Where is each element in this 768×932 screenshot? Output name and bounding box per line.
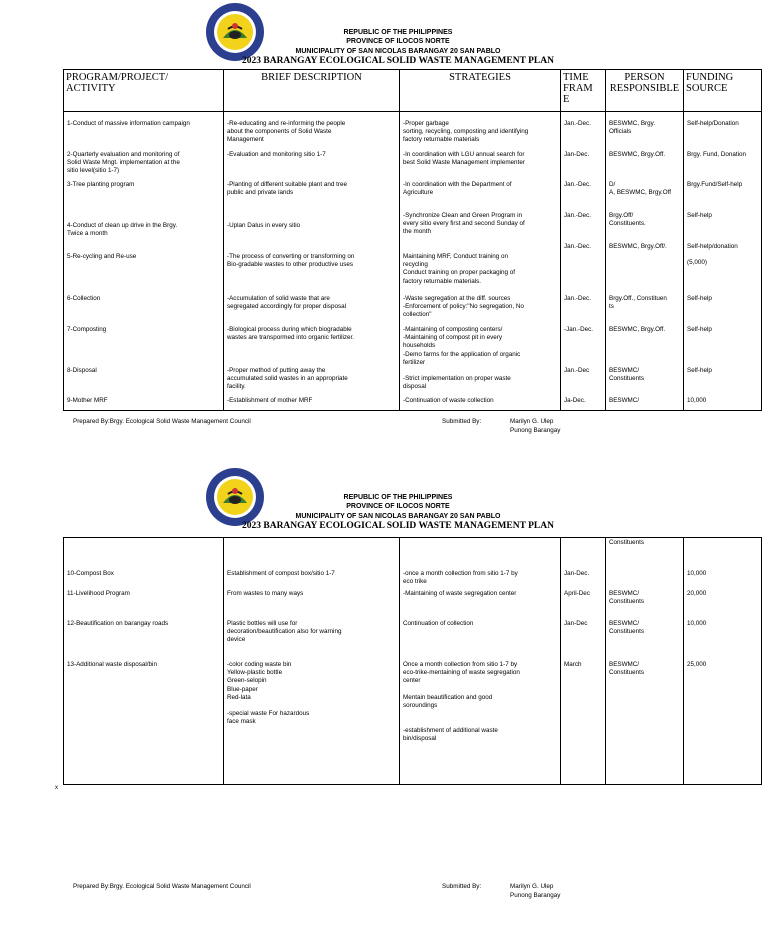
program-item: 2-Quarterly evaluation and monitoring of Solid Waste Mngt. implementation at the sitio level(sitio 1-7) <box>67 151 180 175</box>
description-item: -Establishment of mother MRF <box>227 397 313 404</box>
time-frame-item: Jan.-Dec. <box>564 212 591 219</box>
funding-item: 10,000 <box>687 397 707 404</box>
program-item: 1-Conduct of massive information campaign <box>67 120 190 127</box>
description-item: -Biological process during which biogradable wastes are transpormed into organic fertilizer. <box>227 326 355 342</box>
time-frame-item: March <box>564 661 582 668</box>
description-item: -Accumulation of solid waste that are segregated accordingly for proper disposal <box>227 295 347 311</box>
strategy-item: -Waste segregation at the diff. sources -Enforcement of policy:"No segregation, No collection" <box>403 295 524 319</box>
page-1 <box>0 0 768 450</box>
header-plan-title: 2023 BARANGAY ECOLOGICAL SOLID WASTE MANAGEMENT PLAN <box>242 521 554 531</box>
person-item: BESWMC/ Constituents <box>609 590 645 606</box>
stray-mark: x <box>55 785 58 791</box>
strategy-item: -Synchronize Clean and Green Program in every sitio every first and second Sunday of the month <box>403 212 525 236</box>
funding-item: 10,000 <box>687 620 707 627</box>
header-municipality: MUNICIPALITY OF SAN NICOLAS BARANGAY 20 SAN PABLO <box>295 48 501 55</box>
header-republic: REPUBLIC OF THE PHILIPPINES <box>343 494 453 501</box>
header-plan-title: 2023 BARANGAY ECOLOGICAL SOLID WASTE MANAGEMENT PLAN <box>242 56 554 66</box>
funding-item: Self-help/Donation <box>687 120 739 127</box>
prepared-by: Prepared By:Brgy. Ecological Solid Waste Management Council <box>73 418 251 425</box>
funding-item: 25,000 <box>687 661 707 668</box>
person-item: Constituents <box>609 539 645 546</box>
page-2 <box>0 465 768 932</box>
header-republic: REPUBLIC OF THE PHILIPPINES <box>343 29 453 36</box>
time-frame-item: Jan-Dec. <box>564 570 590 577</box>
funding-source-column <box>684 112 762 411</box>
submitted-by-label: Submitted By: <box>442 883 482 890</box>
program-column <box>64 538 224 785</box>
description-item: -Re-educating and re-informing the people about the components of Solid Waste Management <box>227 120 346 144</box>
funding-item: Self-help <box>687 295 712 302</box>
description-item: Plastic bottles will use for decoration/beautification also for warning device <box>227 620 342 644</box>
program-item: 12-Beautification on barangay roads <box>67 620 169 627</box>
time-frame-item: Jan.-Dec. <box>564 120 591 127</box>
time-frame-item: Jan.-Dec. <box>564 181 591 188</box>
program-item: 9-Mother MRF <box>67 397 108 404</box>
strategies-column <box>400 538 561 785</box>
description-item: -Planting of different suitable plant and tree public and private lands <box>227 181 347 197</box>
program-item: 13-Additional waste disposal/bin <box>67 661 157 668</box>
person-item: D/ A, BESWMC, Brgy.Off <box>609 181 672 197</box>
program-item: 10-Compost Box <box>67 570 114 577</box>
strategy-item: Once a month collection from sitio 1-7 by eco-trike-mentaining of waste segregation center Mentain beautification and good soroundings -establishment of additional waste bin/disposal <box>403 661 520 742</box>
time-frame-item: -Jan.-Dec. <box>564 326 594 333</box>
time-frame-item: Jan-Dec. <box>564 151 590 158</box>
description-item: -The process of converting or transforming on Bio-gradable wastes to other productive uses <box>227 253 355 269</box>
program-item: 4-Conduct of clean up drive in the Brgy. Twice a month <box>67 222 178 238</box>
time-frame-item: Jan-Dec <box>564 620 588 627</box>
program-column <box>64 112 224 411</box>
program-item: 7-Composting <box>67 326 107 333</box>
plan-table-page-2 <box>63 537 762 785</box>
col-header-description: BRIEF DESCRIPTION <box>224 70 400 112</box>
time-frame-item: Ja-Dec. <box>564 397 586 404</box>
time-frame-column <box>561 538 606 785</box>
strategy-item: -Strict implementation on proper waste disposal <box>403 375 511 391</box>
person-item: BESWMC/ Constituents <box>609 620 645 636</box>
funding-item: Self-help/donation (5,000) <box>687 243 738 267</box>
signatory-title: Punong Barangay <box>510 892 561 899</box>
time-frame-item: Jan.-Dec. <box>564 295 591 302</box>
strategy-item: -Proper garbage sorting, recycling, composting and identifying factory returnable materials <box>403 120 529 144</box>
person-item: BESWMC, Brgy.Off. <box>609 151 666 158</box>
funding-item: Self-help <box>687 367 712 374</box>
time-frame-item: Jan.-Dec <box>564 367 590 374</box>
description-column <box>224 112 400 411</box>
person-item: BESWMC, Brgy.Off. <box>609 326 666 333</box>
strategy-item: -Maintaining of waste segregation center <box>403 590 517 597</box>
signatory-title: Punong Barangay <box>510 427 561 434</box>
signatory-name: Marilyn G. Ulep <box>510 883 554 890</box>
person-responsible-column <box>606 538 684 785</box>
description-item: From wastes to many ways <box>227 590 304 597</box>
col-header-time-frame: TIME FRAM E <box>561 70 606 112</box>
description-item: -Proper method of putting away the accumulated solid wastes in an appropriate facility. <box>227 367 348 391</box>
col-header-funding-source: FUNDING SOURCE <box>684 70 762 112</box>
description-item: -Evaluation and monitoring sitio 1-7 <box>227 151 326 158</box>
funding-source-column <box>684 538 762 785</box>
strategy-item: -Maintaining of composting centers/ -Maintaining of compost pit in every households -Demo farms for the application of organic fertilizer <box>403 326 521 366</box>
time-frame-item: April-Dec <box>564 590 590 597</box>
strategy-item: -In coordination with LGU annual search for best Solid Waste Management implementer <box>403 151 525 167</box>
strategy-item: Continuation of collection <box>403 620 474 627</box>
time-frame-item: Jan.-Dec. <box>564 243 591 250</box>
person-item: BESWMC, Brgy.Off/. <box>609 243 667 250</box>
prepared-by: Prepared By:Brgy. Ecological Solid Waste Management Council <box>73 883 251 890</box>
person-item: BESWMC/ Constituents <box>609 661 645 677</box>
program-item: 5-Re-cycling and Re-use <box>67 253 137 260</box>
funding-item: 20,000 <box>687 590 707 597</box>
col-header-program: PROGRAM/PROJECT/ ACTIVITY <box>64 70 224 112</box>
program-item: 6-Collection <box>67 295 101 302</box>
person-item: Brgy.Off., Constituen ts <box>609 295 667 311</box>
program-item: 11-Livelihood Program <box>67 590 130 597</box>
description-item: -color coding waste bin Yellow-plastic bottle Green-selopin Blue-paper Red-lata -special waste For hazardous face mask <box>227 661 310 726</box>
funding-item: Self-help <box>687 326 712 333</box>
person-item: BESWMC/ <box>609 397 640 404</box>
col-header-person-responsible: PERSON RESPONSIBLE <box>606 70 684 112</box>
person-item: BESWMC, Brgy. Officials <box>609 120 656 136</box>
funding-item: 10,000 <box>687 570 707 577</box>
plan-table-page-1 <box>63 69 762 411</box>
strategy-item: -In coordination with the Department of Agriculture <box>403 181 512 197</box>
program-item: 8-Disposal <box>67 367 97 374</box>
col-header-strategies: STRATEGIES <box>400 70 561 112</box>
strategy-item: Maintaining MRF, Conduct training on recycling Conduct training on proper packaging of factory returnable materials. <box>403 253 516 285</box>
description-column <box>224 538 400 785</box>
description-item: Establishment of compost box/sitio 1-7 <box>227 570 335 577</box>
funding-item: Brgy.Fund/Self-help <box>687 181 743 188</box>
header-province: PROVINCE OF ILOCOS NORTE <box>346 38 450 45</box>
signatory-name: Marilyn G. Ulep <box>510 418 554 425</box>
program-item: 3-Tree planting program <box>67 181 135 188</box>
time-frame-column <box>561 112 606 411</box>
description-item: -Uplan Dalus in every sitio <box>227 222 301 229</box>
header-province: PROVINCE OF ILOCOS NORTE <box>346 503 450 510</box>
strategy-item: -once a month collection from sitio 1-7 by eco trike <box>403 570 518 586</box>
header-municipality: MUNICIPALITY OF SAN NICOLAS BARANGAY 20 SAN PABLO <box>295 513 501 520</box>
funding-item: Brgy. Fund, Donation <box>687 151 747 158</box>
person-responsible-column <box>606 112 684 411</box>
person-item: BESWMC/ Constituents <box>609 367 645 383</box>
submitted-by-label: Submitted By: <box>442 418 482 425</box>
person-item: Brgy.Off/ Constituents. <box>609 212 646 228</box>
strategy-item: -Continuation of waste collection <box>403 397 494 404</box>
funding-item: Self-help <box>687 212 712 219</box>
strategies-column <box>400 112 561 411</box>
